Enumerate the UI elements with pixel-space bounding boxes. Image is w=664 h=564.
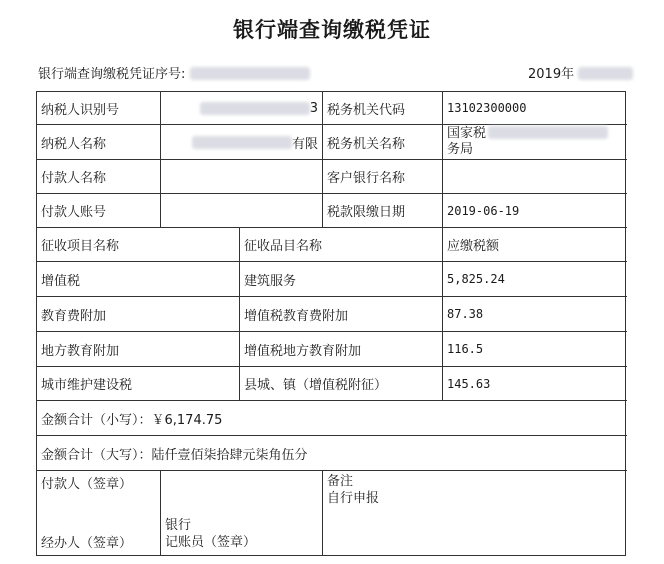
- item-project: 地方教育附加: [37, 332, 240, 367]
- redacted-taxpayer-id: [200, 102, 310, 115]
- remark-cell: [323, 471, 627, 555]
- serial-label: 银行端查询缴税凭证序号:: [38, 67, 186, 82]
- item-category: 县城、镇（增值税附征）: [240, 367, 443, 401]
- remark-value: 自行申报: [327, 491, 380, 506]
- header-category: 征收品目名称: [240, 228, 443, 262]
- deadline-label: 税款限缴日期: [323, 194, 443, 228]
- header-project: 征收项目名称: [37, 228, 240, 262]
- redacted-taxpayer-name: [192, 136, 292, 149]
- taxpayer-id-label: 纳税人识别号: [37, 92, 161, 125]
- payer-name-value: [161, 160, 323, 194]
- payer-name-label: 付款人名称: [37, 160, 161, 194]
- item-project: 教育费附加: [37, 297, 240, 332]
- redacted-office-name: [488, 126, 608, 139]
- item-amount: 145.63: [443, 367, 627, 401]
- tax-office-code-label: 税务机关代码: [323, 92, 443, 125]
- item-project: 城市维护建设税: [37, 367, 240, 401]
- taxpayer-id-tail: 3: [309, 100, 318, 116]
- redacted-date: [578, 67, 633, 80]
- signature-payer-cell: [37, 471, 161, 555]
- item-amount: 5,825.24: [443, 262, 627, 297]
- tax-office-name-line1: 国家税: [447, 126, 487, 141]
- serial-number: [38, 63, 310, 82]
- taxpayer-name-label: 纳税人名称: [37, 125, 161, 160]
- tax-office-code-value: 13102300000: [443, 92, 627, 125]
- item-project: 增值税: [37, 262, 240, 297]
- item-amount: 116.5: [443, 332, 627, 367]
- remark-label: 备注: [327, 474, 354, 489]
- payer-signature-label: 付款人（签章）: [41, 477, 133, 492]
- total-large: 金额合计（大写）：陆仟壹佰柒拾肆元柒角伍分: [37, 436, 627, 471]
- signature-bank-cell: [161, 471, 323, 555]
- customer-bank-value: [443, 160, 627, 194]
- header-amount: 应缴税额: [443, 228, 627, 262]
- payer-account-value: [161, 194, 323, 228]
- taxpayer-name-tail: 有限: [291, 136, 318, 152]
- deadline-value: 2019-06-19: [443, 194, 627, 228]
- handler-signature-label: 经办人（签章）: [41, 536, 133, 551]
- document-title: 银行端查询缴税凭证: [233, 18, 431, 42]
- tax-office-name-value: [443, 125, 627, 160]
- payer-account-label: 付款人账号: [37, 194, 161, 228]
- issue-date: [528, 63, 633, 82]
- tax-office-name-line2: 务局: [447, 142, 474, 157]
- item-category: 建筑服务: [240, 262, 443, 297]
- date-prefix: 2019年: [528, 67, 575, 82]
- taxpayer-name-value: [161, 125, 323, 160]
- tax-office-name-label: 税务机关名称: [323, 125, 443, 160]
- item-category: 增值税教育费附加: [240, 297, 443, 332]
- item-category: 增值税地方教育附加: [240, 332, 443, 367]
- redacted-serial: [190, 67, 310, 80]
- total-small: 金额合计（小写）：￥6,174.75: [37, 401, 627, 436]
- item-amount: 87.38: [443, 297, 627, 332]
- bank-label: 银行: [165, 518, 192, 533]
- clerk-signature-label: 记账员（签章）: [165, 535, 257, 550]
- customer-bank-label: 客户银行名称: [323, 160, 443, 194]
- taxpayer-id-value: [161, 92, 323, 125]
- voucher-table: [36, 91, 626, 556]
